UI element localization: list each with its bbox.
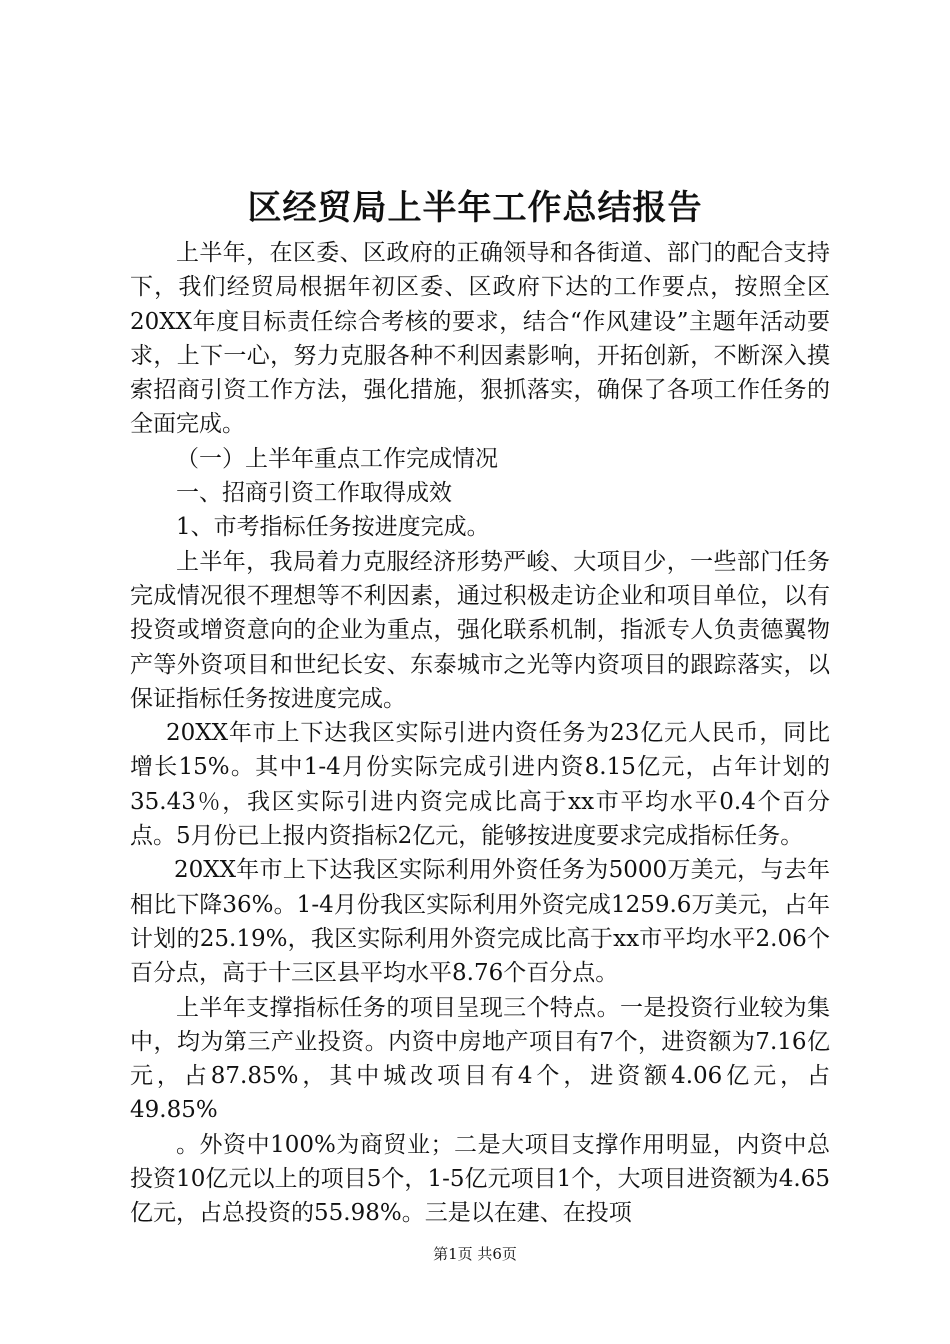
paragraph-intro: 上半年，在区委、区政府的正确领导和各街道、部门的配合支持下，我们经贸局根据年初区委、区政府下达的工作要点，按照全区20XX年度目标责任综合考核的要求，结合“作风建设”主题年活动要求，上下一心，努力克服各种不利因素影响，开拓创新，不断深入摸索招商引资工作方法，强化措施，狠抓落实，确保了各项工作任务的全面完成。 [130,240,830,438]
paragraph-project-features-continued: 。外资中100%为商贸业；二是大项目支撑作用明显，内资中总投资10亿元以上的项目5个，1-5亿元项目1个，大项目进资额为4.65亿元，占总投资的55.98%。三是以在建、在投项 [130,1131,830,1227]
subsection-heading: 一、招商引资工作取得成效 [176,480,452,507]
paragraph-domestic-capital: 20XX年市上下达我区实际引进内资任务为23亿元人民币，同比增长15%。其中1-4月份实际完成引进内资8.15亿元，占年计划的35.43％，我区实际引进内资完成比高于xx市平均水平0.4个百分点。5月份已上报内资指标2亿元，能够按进度要求完成指标任务。 [130,720,830,850]
document-body [130,236,830,1231]
page-number: 第1页 共6页 [433,1245,517,1263]
paragraph-foreign-capital: 20XX年市上下达我区实际利用外资任务为5000万美元，与去年相比下降36%。1-4月份我区实际利用外资完成1259.6万美元，占年计划的25.19%，我区实际利用外资完成比高于xx市平均水平2.06个百分点，高于十三区县平均水平8.76个百分点。 [130,857,830,987]
section-heading: （一）上半年重点工作完成情况 [176,445,498,472]
paragraph-efforts: 上半年，我局着力克服经济形势严峻、大项目少，一些部门任务完成情况很不理想等不利因素，通过积极走访企业和项目单位，以有投资或增资意向的企业为重点，强化联系机制，指派专人负责德翼物产等外资项目和世纪长安、东泰城市之光等内资项目的跟踪落实，以保证指标任务按进度完成。 [130,548,830,712]
item-heading: 1、市考指标任务按进度完成。 [176,514,490,541]
document-title: 区经贸局上半年工作总结报告 [247,188,703,228]
paragraph-project-features: 上半年支撑指标任务的项目呈现三个特点。一是投资行业较为集中，均为第三产业投资。内资中房地产项目有7个，进资额为7.16亿元，占87.85%，其中城改项目有4个，进资额4.06亿元，占49.85% [130,994,830,1124]
